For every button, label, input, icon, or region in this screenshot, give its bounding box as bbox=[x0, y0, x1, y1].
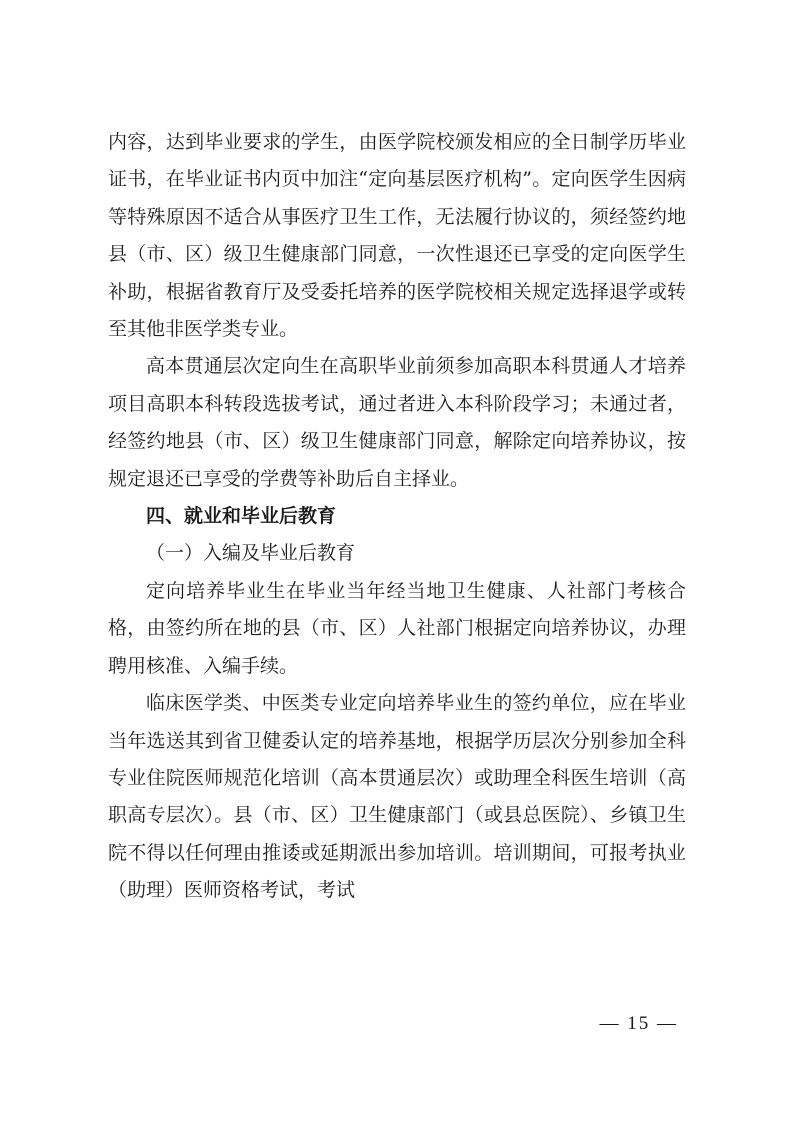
section-heading: 四、就业和毕业后教育 bbox=[146, 505, 337, 528]
paragraph-1: 内容，达到毕业要求的学生，由医学院校颁发相应的全日制学历毕业证书，在毕业证书内页中加注“定向基层医疗机构”。定向医学生因病等特殊原因不适合从事医疗卫生工作，无法履行协议的，须经签约地县（市、区）级卫生健康部门同意，一次性退还已享受的定向医学生补助，根据省教育厅及受委托培养的医学院校相关规定选择退学或转至其他非医学类专业。 bbox=[108, 131, 686, 341]
paragraph-3: 定向培养毕业生在毕业当年经当地卫生健康、人社部门考核合格，由签约所在地的县（市、区）人社部门根据定向培养协议，办理聘用核准、入编手续。 bbox=[108, 579, 686, 677]
paragraph-4: 临床医学类、中医类专业定向培养毕业生的签约单位，应在毕业当年选送其到省卫健委认定的培养基地，根据学历层次分别参加全科专业住院医师规范化培训（高本贯通层次）或助理全科医生培训（高职高专层次）。县（市、区）卫生健康部门（或县总医院）、乡镇卫生院不得以任何理由推诿或延期派出参加培训。培训期间，可报考执业（助理）医师资格考试，考试 bbox=[108, 692, 686, 902]
document-body bbox=[108, 124, 686, 910]
paragraph-2: 高本贯通层次定向生在高职毕业前须参加高职本科贯通人才培养项目高职本科转段选拔考试，通过者进入本科阶段学习；未通过者，经签约地县（市、区）级卫生健康部门同意，解除定向培养协议，按规定退还已享受的学费等补助后自主择业。 bbox=[108, 355, 686, 490]
page-number: — 15 — bbox=[599, 1013, 678, 1034]
subsection-heading: （一）入编及毕业后教育 bbox=[146, 542, 356, 565]
